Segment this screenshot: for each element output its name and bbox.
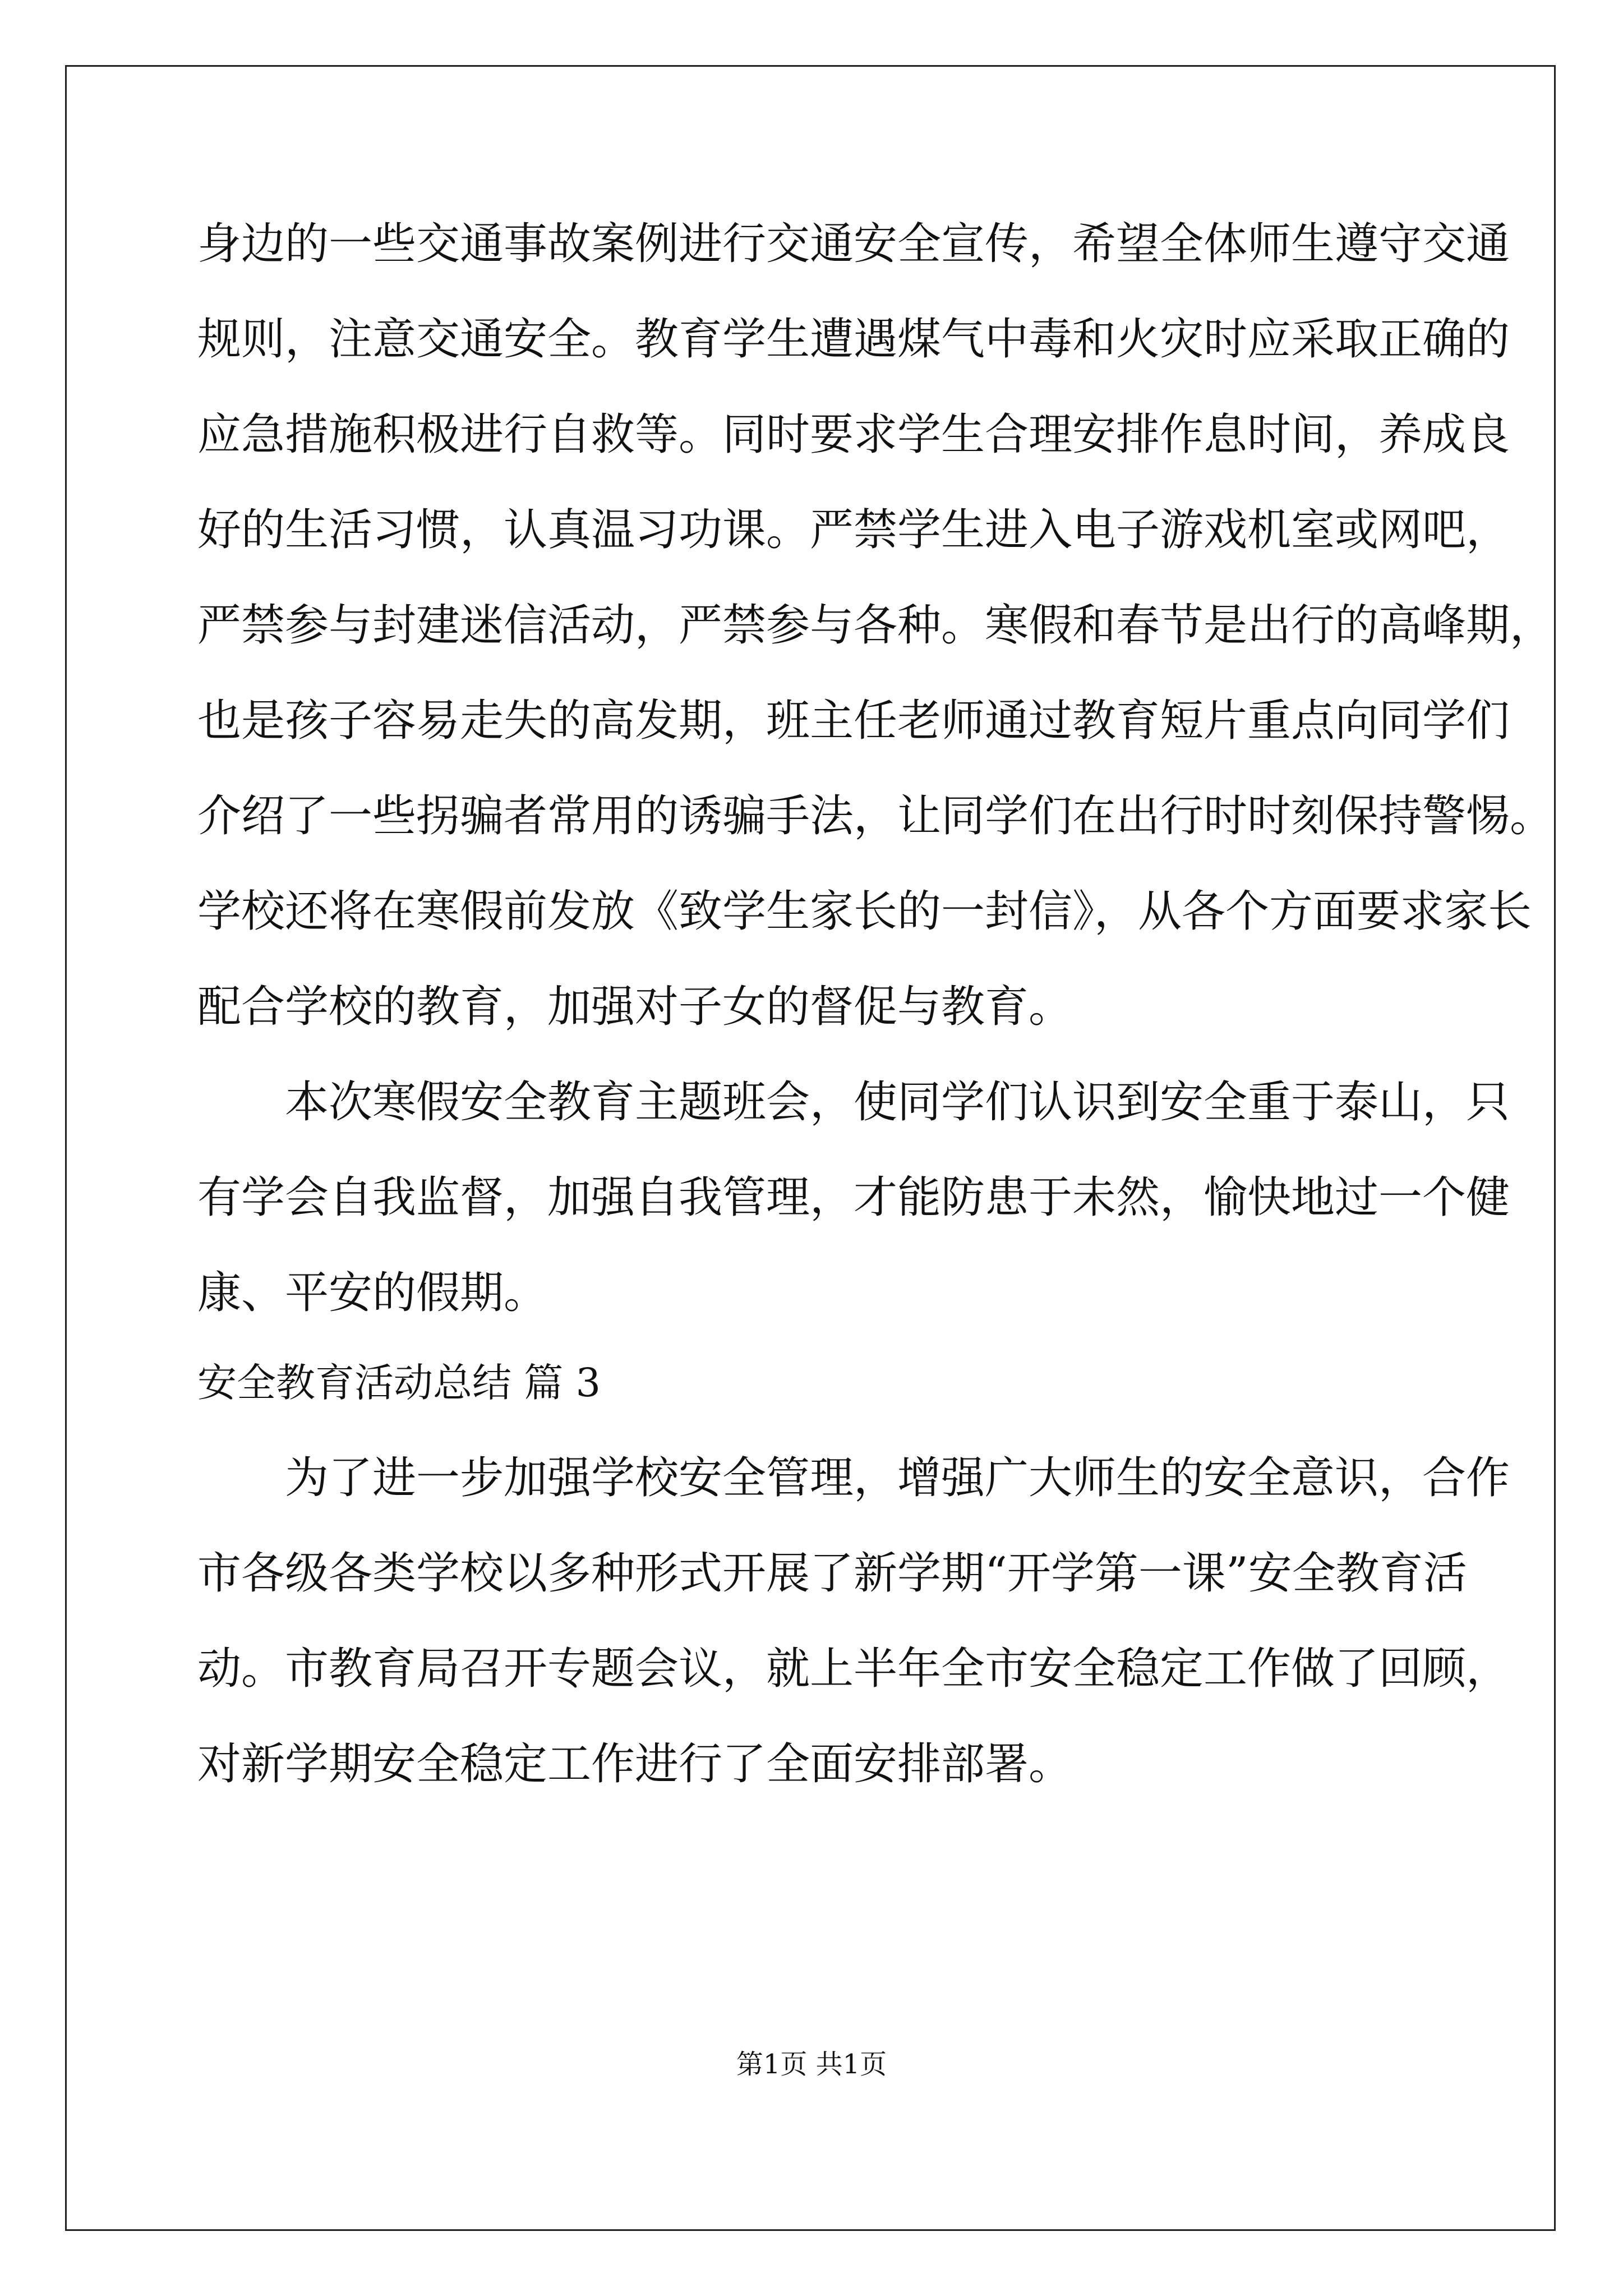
body-text-line: 好的生活习惯，认真温习功课。严禁学生进入电子游戏机室或网吧， bbox=[197, 505, 1510, 555]
section-heading: 安全教育活动总结 篇 3 bbox=[197, 1360, 601, 1406]
body-text-line: 也是孩子容易走失的高发期，班主任老师通过教育短片重点向同学们 bbox=[197, 696, 1510, 746]
body-text-line: 有学会自我监督，加强自我管理，才能防患于未然，愉快地过一个健 bbox=[197, 1172, 1510, 1223]
body-text-line: 严禁参与封建迷信活动，严禁参与各种。寒假和春节是出行的高峰期， bbox=[197, 600, 1554, 651]
body-text-line: 本次寒假安全教育主题班会，使同学们认识到安全重于泰山，只 bbox=[285, 1077, 1510, 1128]
body-text-line: 康、平安的假期。 bbox=[197, 1268, 548, 1318]
body-text-line: 配合学校的教育，加强对子女的督促与教育。 bbox=[197, 982, 1073, 1032]
body-text-line: 对新学期安全稳定工作进行了全面安排部署。 bbox=[197, 1739, 1073, 1789]
page-number-footer: 第1页 共1页 bbox=[736, 2049, 887, 2080]
body-text-line: 市各级各类学校以多种形式开展了新学期“开学第一课”安全教育活 bbox=[197, 1548, 1467, 1599]
body-text-line: 动。市教育局召开专题会议，就上半年全市安全稳定工作做了回顾， bbox=[197, 1644, 1510, 1694]
body-text-line: 应急措施积极进行自救等。同时要求学生合理安排作息时间，养成良 bbox=[197, 409, 1510, 460]
body-text-line: 学校还将在寒假前发放《致学生家长的一封信》，从各个方面要求家长 bbox=[197, 886, 1532, 937]
body-text-line: 介绍了一些拐骗者常用的诱骗手法，让同学们在出行时时刻保持警惕。 bbox=[197, 791, 1554, 841]
body-text-line: 规则，注意交通安全。教育学生遭遇煤气中毒和火灾时应采取正确的 bbox=[197, 314, 1510, 365]
body-text-line: 为了进一步加强学校安全管理，增强广大师生的安全意识，合作 bbox=[285, 1453, 1510, 1503]
body-text-line: 身边的一些交通事故案例进行交通安全宣传，希望全体师生遵守交通 bbox=[197, 219, 1510, 269]
page-border bbox=[65, 65, 1556, 2231]
